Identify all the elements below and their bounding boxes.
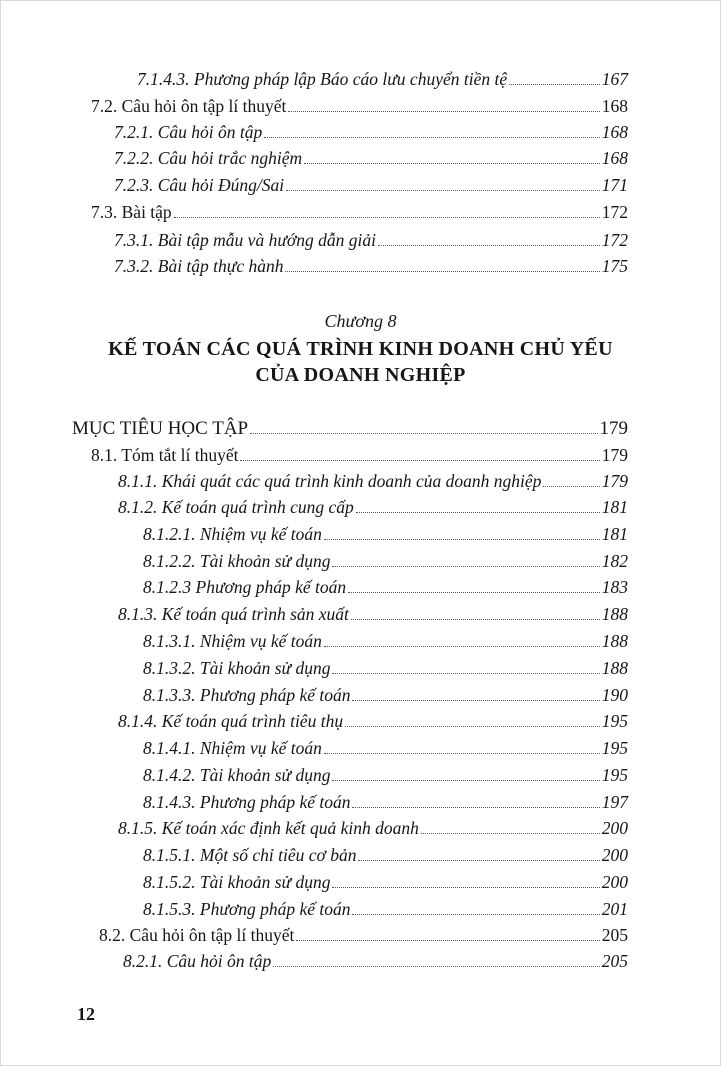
leader-dots — [240, 460, 599, 461]
toc-entry-8-2-1[interactable] — [123, 950, 628, 972]
leader-dots — [352, 807, 599, 808]
leader-dots — [345, 726, 600, 727]
leader-dots — [273, 966, 599, 967]
leader-dots — [421, 833, 600, 834]
toc-entry-page: 175 — [601, 256, 628, 276]
leader-dots — [286, 190, 600, 191]
toc-entry-label: 8.1.4.2. Tài khoản sử dụng — [143, 765, 331, 785]
toc-entry-7-2-2[interactable] — [114, 147, 628, 169]
toc-entry-page: 171 — [601, 175, 628, 195]
toc-entry-label: 8.1.3.2. Tài khoản sử dụng — [143, 658, 331, 678]
leader-dots — [348, 592, 600, 593]
leader-dots — [324, 539, 600, 540]
page-number: 12 — [77, 1004, 95, 1024]
toc-entry-label: 8.2. Câu hỏi ôn tập lí thuyết — [99, 925, 295, 945]
toc-entry-7-3[interactable] — [91, 201, 628, 223]
toc-entry-label: 8.1.4.3. Phương pháp kế toán — [143, 792, 351, 812]
toc-entry-label: 8.1. Tóm tắt lí thuyết — [91, 445, 239, 465]
leader-dots — [509, 84, 600, 85]
toc-entry-label: 7.1.4.3. Phương pháp lập Báo cáo lưu chuyển tiền tệ — [137, 69, 508, 89]
leader-dots — [288, 111, 599, 112]
toc-entry-8-1-4-2[interactable] — [143, 764, 628, 786]
toc-entry-page: 188 — [601, 604, 628, 624]
toc-entry-page: 172 — [601, 230, 628, 250]
toc-entry-page: 200 — [601, 872, 628, 892]
toc-entry-8-1-3[interactable] — [118, 603, 628, 625]
toc-entry-label: 8.1.3.1. Nhiệm vụ kế toán — [143, 631, 322, 651]
leader-dots — [356, 512, 600, 513]
leader-dots — [332, 566, 599, 567]
toc-entry-7-2-3[interactable] — [114, 174, 628, 196]
toc-entry-label: 8.1.3.3. Phương pháp kế toán — [143, 685, 351, 705]
chapter-label: Chương 8 — [324, 311, 397, 331]
toc-entry-8-1-3-3[interactable] — [143, 684, 628, 706]
toc-entry-page: 190 — [601, 685, 628, 705]
toc-entry-label: 7.3.1. Bài tập mẫu và hướng dẫn giải — [114, 230, 376, 250]
toc-entry-label: 7.2.1. Câu hỏi ôn tập — [114, 122, 263, 142]
leader-dots — [332, 673, 599, 674]
toc-entry-page: 181 — [601, 497, 628, 517]
toc-entry-label: 8.1.2.2. Tài khoản sử dụng — [143, 551, 331, 571]
toc-entry-label: 8.1.5.1. Một số chỉ tiêu cơ bản — [143, 845, 357, 865]
toc-entry-8-1-4-1[interactable] — [143, 737, 628, 759]
leader-dots — [352, 914, 599, 915]
leader-dots — [285, 271, 599, 272]
toc-entry-label: 7.2.3. Câu hỏi Đúng/Sai — [114, 175, 285, 195]
toc-entry-8-1-5-2[interactable] — [143, 871, 628, 893]
toc-entry-page: 200 — [601, 845, 628, 865]
leader-dots — [264, 137, 599, 138]
toc-entry-label: 7.2.2. Câu hỏi trắc nghiệm — [114, 148, 303, 168]
toc-entry-page: 188 — [601, 658, 628, 678]
toc-entry-8-1-3-1[interactable] — [143, 630, 628, 652]
toc-entry-label: 8.1.2. Kế toán quá trình cung cấp — [118, 497, 354, 517]
toc-entry-page: 183 — [601, 577, 628, 597]
toc-entry-8-1[interactable] — [91, 444, 628, 466]
leader-dots — [296, 940, 599, 941]
toc-entry-8-1-2[interactable] — [118, 496, 628, 518]
toc-entry-page: 188 — [601, 631, 628, 651]
toc-entry-7-2[interactable] — [91, 95, 628, 117]
toc-entry-7-2-1[interactable] — [114, 121, 628, 143]
toc-entry-8-1-4-3[interactable] — [143, 791, 628, 813]
leader-dots — [332, 887, 599, 888]
leader-dots — [324, 646, 600, 647]
toc-entry-8-1-1[interactable] — [118, 470, 628, 492]
toc-entry-page: 205 — [601, 925, 628, 945]
leader-dots — [324, 753, 600, 754]
toc-entry-label: 8.1.4.1. Nhiệm vụ kế toán — [143, 738, 322, 758]
toc-entry-8-1-5-3[interactable] — [143, 898, 628, 920]
toc-entry-label: 8.2.1. Câu hỏi ôn tập — [123, 951, 272, 971]
toc-entry-page: 182 — [601, 551, 628, 571]
toc-entry-8-1-4[interactable] — [118, 710, 628, 732]
leader-dots — [543, 486, 599, 487]
toc-entry-label: 8.1.3. Kế toán quá trình sản xuất — [118, 604, 349, 624]
toc-entry-page: 172 — [601, 202, 628, 222]
toc-entry-label: 8.1.5. Kế toán xác định kết quả kinh doanh — [118, 818, 419, 838]
toc-entry-label: 8.1.4. Kế toán quá trình tiêu thụ — [118, 711, 344, 731]
toc-entry-8-1-2-3[interactable] — [143, 576, 628, 598]
toc-entry-page: 179 — [601, 471, 628, 491]
toc-entry-page: 168 — [601, 96, 628, 116]
toc-entry-page: 195 — [601, 765, 628, 785]
toc-entry-7-1-4-3[interactable] — [137, 68, 628, 90]
toc-entry-8-1-5-1[interactable] — [143, 844, 628, 866]
toc-entry-label: 7.2. Câu hỏi ôn tập lí thuyết — [91, 96, 287, 116]
toc-entry-page: 168 — [601, 148, 628, 168]
toc-entry-label: 7.3.2. Bài tập thực hành — [114, 256, 284, 276]
toc-entry-label: 8.1.2.1. Nhiệm vụ kế toán — [143, 524, 322, 544]
leader-dots — [332, 780, 599, 781]
toc-entry-7-3-1[interactable] — [114, 229, 628, 251]
toc-entry-label: 8.1.5.3. Phương pháp kế toán — [143, 899, 351, 919]
chapter-title-line-2: CỦA DOANH NGHIỆP — [255, 364, 466, 386]
toc-entry-page: 201 — [601, 899, 628, 919]
toc-entry-label: 8.1.5.2. Tài khoản sử dụng — [143, 872, 331, 892]
leader-dots — [352, 700, 599, 701]
toc-entry-page: 167 — [601, 69, 628, 89]
toc-entry-page: 179 — [599, 418, 628, 439]
toc-entry-page: 195 — [601, 738, 628, 758]
toc-entry-page: 179 — [601, 445, 628, 465]
toc-entry-8-2[interactable] — [99, 924, 628, 946]
toc-entry-8-1-3-2[interactable] — [143, 657, 628, 679]
leader-dots — [358, 860, 599, 861]
toc-entry-8-1-2-2[interactable] — [143, 550, 628, 572]
toc-entry-label: 7.3. Bài tập — [91, 202, 172, 222]
leader-dots — [250, 433, 597, 434]
toc-entry-label: 8.1.1. Khái quát các quá trình kinh doanh của doanh nghiệp — [118, 471, 542, 491]
toc-entry-label: MỤC TIÊU HỌC TẬP — [72, 418, 249, 439]
toc-entry-7-3-2[interactable] — [114, 255, 628, 277]
toc-entry-label: 8.1.2.3 Phương pháp kế toán — [143, 577, 347, 597]
chapter-title-line-1: KẾ TOÁN CÁC QUÁ TRÌNH KINH DOANH CHỦ YẾU — [108, 338, 613, 360]
toc-entry-page: 205 — [601, 951, 628, 971]
leader-dots — [174, 217, 600, 218]
toc-entry-8-1-5[interactable] — [118, 817, 628, 839]
toc-entry-8-1-2-1[interactable] — [143, 523, 628, 545]
toc-entry-page: 197 — [601, 792, 628, 812]
toc-entry-learning-objectives[interactable] — [72, 418, 628, 440]
toc-entry-page: 181 — [601, 524, 628, 544]
toc-entry-page: 195 — [601, 711, 628, 731]
leader-dots — [378, 245, 600, 246]
toc-entry-page: 200 — [601, 818, 628, 838]
leader-dots — [351, 619, 600, 620]
leader-dots — [304, 163, 600, 164]
toc-entry-page: 168 — [601, 122, 628, 142]
